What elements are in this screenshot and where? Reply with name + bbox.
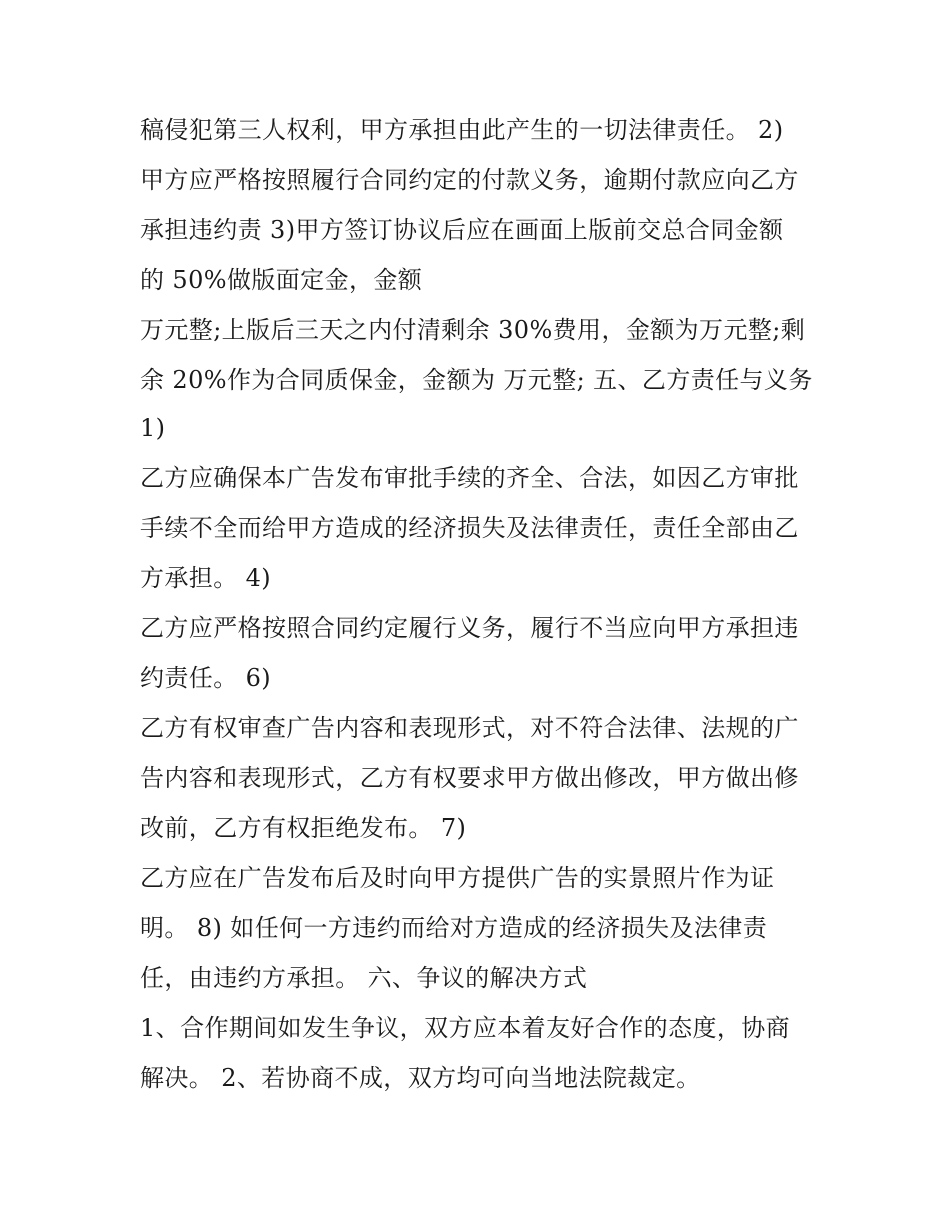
text-line: 方承担。 4) [140, 564, 272, 592]
text-line: 1) [140, 414, 166, 442]
text-line: 承担违约责 3)甲方签订协议后应在画面上版前交总合同金额 [140, 216, 784, 244]
text-line: 明。 8) 如任何一方违约而给对方造成的经济损失及法律责 [140, 914, 768, 942]
text-line: 告内容和表现形式，乙方有权要求甲方做出修改，甲方做出修 [140, 764, 799, 792]
text-line: 解决。 2、若协商不成，双方均可向当地法院裁定。 [140, 1064, 701, 1092]
text-line: 改前，乙方有权拒绝发布。 7) [140, 814, 467, 842]
text-line: 任，由违约方承担。 六、争议的解决方式 [140, 964, 588, 992]
text-line: 乙方应确保本广告发布审批手续的齐全、合法，如因乙方审批 [140, 464, 799, 492]
text-line: 乙方有权审查广告内容和表现形式，对不符合法律、法规的广 [140, 714, 799, 742]
text-line: 乙方应严格按照合同约定履行义务，履行不当应向甲方承担违 [140, 614, 799, 642]
text-line: 稿侵犯第三人权利，甲方承担由此产生的一切法律责任。 2) [140, 116, 784, 144]
text-line: 约责任。 6) [140, 664, 272, 692]
text-line: 余 20%作为合同质保金，金额为 万元整; 五、乙方责任与义务 [140, 366, 813, 394]
text-line: 手续不全而给甲方造成的经济损失及法律责任，责任全部由乙 [140, 514, 799, 542]
text-line: 乙方应在广告发布后及时向甲方提供广告的实景照片作为证 [140, 864, 775, 892]
text-line: 甲方应严格按照履行合同约定的付款义务，逾期付款应向乙方 [140, 166, 799, 194]
text-line: 的 50%做版面定金，金额 [140, 266, 423, 294]
text-line: 1、合作期间如发生争议，双方应本着友好合作的态度，协商 [140, 1014, 791, 1042]
text-line: 万元整;上版后三天之内付清剩余 30%费用，金额为万元整;剩 [140, 316, 806, 344]
